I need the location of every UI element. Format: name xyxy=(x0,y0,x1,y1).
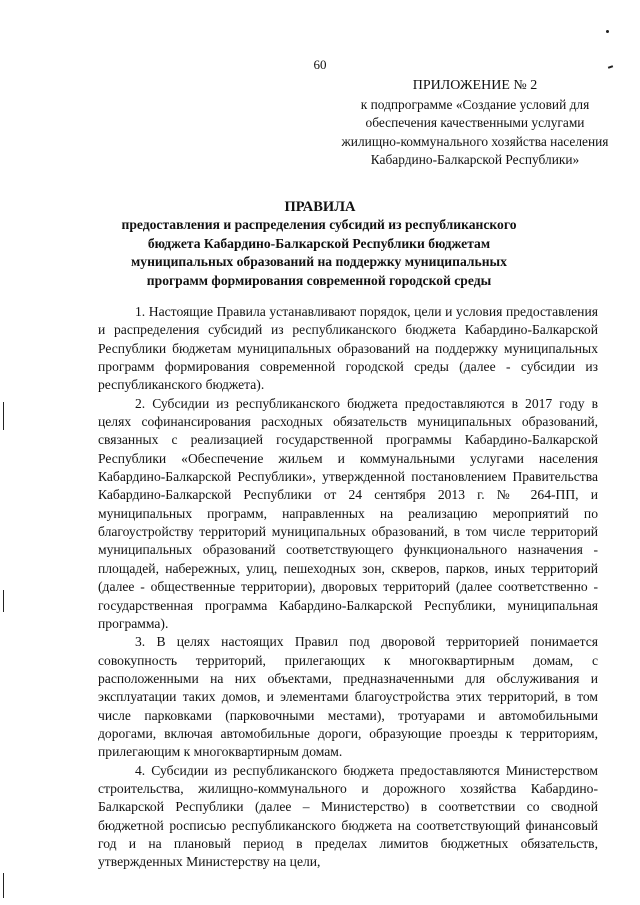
page-number: 60 xyxy=(313,57,327,72)
paragraph-3: 3. В целях настоящих Правил под дворовой территорией понимается совокупность территорий, прилегающих к многоквартирным домам, с расположенными на них объектами, предназначенными для обслуживания и эксплуатации таких домов, и элементами благоустройства этих территорий, в том числе парковками (парковочными местами), тротуарами и автомобильными дорогами, включая автомобильные дороги, образующие проезды к территориям, прилегающим к многоквартирным домам. xyxy=(98,634,598,760)
rules-title: ПРАВИЛА xyxy=(284,199,356,215)
appendix-header xyxy=(340,77,610,170)
appendix-caption: к подпрограмме «Создание условий для обеспечения качественными услугами жилищно-коммунального хозяйства населения Кабардино-Балкарской Республики» xyxy=(341,96,609,168)
scan-line-left-3 xyxy=(3,873,4,898)
scan-line-left-1 xyxy=(3,402,4,430)
scan-line-left-2 xyxy=(3,590,4,612)
paragraph-2: 2. Субсидии из республиканского бюджета предоставляются в 2017 году в целях софинансирования расходных обязательств муниципальных образований, связанных с реализацией государственной программы Кабардино-Балкарской Республики «Обеспечение жильем и коммунальными услугами населения Кабардино-Балкарской Республики», утвержденной постановлением Правительства Кабардино-Балкарской Республики от 24 сентября 2013 г. № 264-ПП, и муниципальных программ, направленных на реализацию мероприятий по благоустройству территорий муниципальных образований, в том числе территорий муниципальных образований соответствующего функционального назначения - площадей, набережных, улиц, пешеходных зон, скверов, парков, иных территорий (далее - общественные территории), дворовых территорий (далее соответственно - государственная программа Кабардино-Балкарской Республики, муниципальная программа). xyxy=(98,395,598,631)
rules-subtitle: предоставления и распределения субсидий из республиканского бюджета Кабардино-Балкарской Республики бюджетам муниципальных образований на поддержку муниципальных программ формирования современной городской среды xyxy=(121,217,517,289)
scan-mark-top-right xyxy=(606,30,609,33)
paragraph-1: 1. Настоящие Правила устанавливают порядок, цели и условия предоставления и распределения субсидий из республиканского бюджета Кабардино-Балкарской Республики бюджетам муниципальных образований на поддержку муниципальных программ формирования современной городской среды (далее - субсидии из республиканского бюджета). xyxy=(98,304,598,393)
document-body xyxy=(98,303,598,872)
appendix-title: ПРИЛОЖЕНИЕ № 2 xyxy=(412,78,538,93)
paragraph-4: 4. Субсидии из республиканского бюджета предоставляются Министерством строительства, жилищно-коммунального и дорожного хозяйства Кабардино-Балкарской Республики (далее – Министерство) в соответствии со сводной бюджетной росписью республиканского бюджета на соответствующий финансовый год и на плановый период в пределах лимитов бюджетных обязательств, утвержденных Министерству на цели, xyxy=(98,762,598,870)
